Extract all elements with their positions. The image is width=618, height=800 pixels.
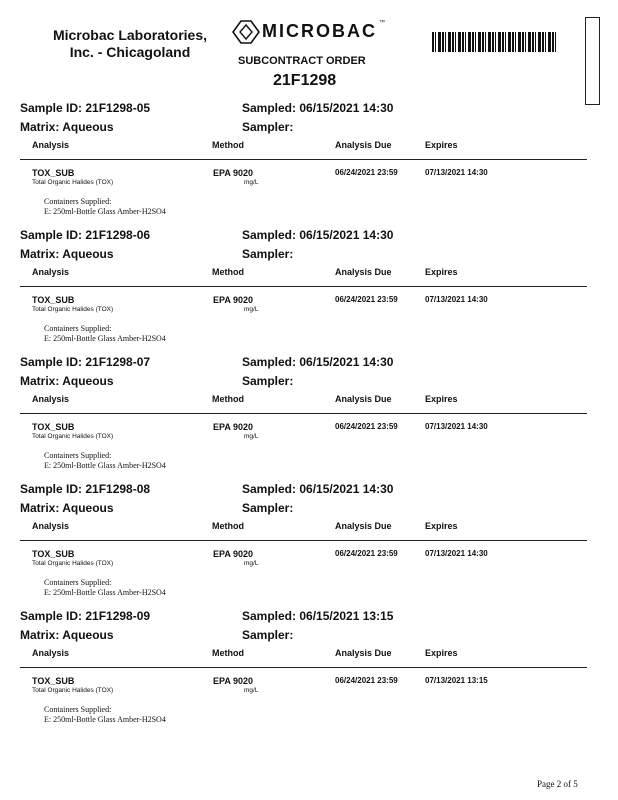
column-header-expires: Expires bbox=[425, 648, 458, 658]
logo-text: MICROBAC bbox=[262, 21, 377, 41]
test-code: TOX_SUB bbox=[32, 549, 75, 559]
column-header-analysis-due: Analysis Due bbox=[335, 521, 392, 531]
test-description: Total Organic Halides (TOX) bbox=[32, 433, 114, 440]
column-header-expires: Expires bbox=[425, 140, 458, 150]
expires-value: 07/13/2021 13:15 bbox=[425, 676, 488, 685]
test-description: Total Organic Halides (TOX) bbox=[32, 687, 114, 694]
analysis-due-value: 06/24/2021 23:59 bbox=[335, 549, 398, 558]
sampler: Sampler: bbox=[242, 247, 294, 261]
sampler: Sampler: bbox=[242, 501, 294, 515]
sample-id: Sample ID: 21F1298-09 bbox=[20, 609, 151, 623]
column-header-analysis-due: Analysis Due bbox=[335, 394, 392, 404]
sample-id: Sample ID: 21F1298-07 bbox=[20, 355, 151, 369]
microbac-logo bbox=[232, 20, 392, 46]
header-divider bbox=[20, 413, 587, 414]
column-header-analysis: Analysis bbox=[32, 648, 70, 658]
unit-value: mg/L bbox=[244, 560, 259, 567]
containers-label: Containers Supplied: bbox=[44, 451, 112, 460]
sampled-date: Sampled: 06/15/2021 14:30 bbox=[242, 101, 394, 115]
expires-value: 07/13/2021 14:30 bbox=[425, 549, 488, 558]
column-header-analysis: Analysis bbox=[32, 394, 70, 404]
column-header-expires: Expires bbox=[425, 267, 458, 277]
column-header-expires: Expires bbox=[425, 521, 458, 531]
header-divider bbox=[20, 159, 587, 160]
method-value: EPA 9020 bbox=[213, 295, 254, 305]
test-code: TOX_SUB bbox=[32, 422, 75, 432]
column-header-method: Method bbox=[212, 394, 244, 404]
company-name-line1: Microbac Laboratories, bbox=[52, 27, 208, 43]
company-name-line2: Inc. - Chicagoland bbox=[69, 44, 191, 60]
header-divider bbox=[20, 540, 587, 541]
column-header-analysis-due: Analysis Due bbox=[335, 140, 392, 150]
containers-value: E: 250ml-Bottle Glass Amber-H2SO4 bbox=[44, 588, 166, 597]
method-value: EPA 9020 bbox=[213, 549, 254, 559]
containers-value: E: 250ml-Bottle Glass Amber-H2SO4 bbox=[44, 334, 166, 343]
containers-value: E: 250ml-Bottle Glass Amber-H2SO4 bbox=[44, 715, 166, 724]
expires-value: 07/13/2021 14:30 bbox=[425, 168, 488, 177]
document-subtitle: SUBCONTRACT ORDER bbox=[238, 55, 366, 67]
sample-block bbox=[0, 101, 618, 227]
sampled-date: Sampled: 06/15/2021 14:30 bbox=[242, 355, 394, 369]
page-number: Page 2 of 5 bbox=[537, 779, 578, 789]
unit-value: mg/L bbox=[244, 306, 259, 313]
unit-value: mg/L bbox=[244, 687, 259, 694]
test-code: TOX_SUB bbox=[32, 676, 75, 686]
containers-label: Containers Supplied: bbox=[44, 705, 112, 714]
analysis-due-value: 06/24/2021 23:59 bbox=[335, 422, 398, 431]
header-divider bbox=[20, 286, 587, 287]
test-description: Total Organic Halides (TOX) bbox=[32, 179, 114, 186]
matrix: Matrix: Aqueous bbox=[20, 501, 114, 515]
matrix: Matrix: Aqueous bbox=[20, 120, 114, 134]
column-header-analysis: Analysis bbox=[32, 140, 70, 150]
sample-block bbox=[0, 609, 618, 735]
expires-value: 07/13/2021 14:30 bbox=[425, 422, 488, 431]
sample-id: Sample ID: 21F1298-08 bbox=[20, 482, 151, 496]
column-header-analysis-due: Analysis Due bbox=[335, 267, 392, 277]
test-description: Total Organic Halides (TOX) bbox=[32, 306, 114, 313]
matrix: Matrix: Aqueous bbox=[20, 247, 114, 261]
containers-value: E: 250ml-Bottle Glass Amber-H2SO4 bbox=[44, 207, 166, 216]
diamond-logo-icon bbox=[232, 20, 260, 44]
column-header-analysis: Analysis bbox=[32, 521, 70, 531]
column-header-analysis: Analysis bbox=[32, 267, 70, 277]
barcode bbox=[432, 32, 556, 52]
containers-label: Containers Supplied: bbox=[44, 324, 112, 333]
sampler: Sampler: bbox=[242, 120, 294, 134]
analysis-due-value: 06/24/2021 23:59 bbox=[335, 168, 398, 177]
column-header-method: Method bbox=[212, 648, 244, 658]
sampled-date: Sampled: 06/15/2021 14:30 bbox=[242, 228, 394, 242]
analysis-due-value: 06/24/2021 23:59 bbox=[335, 676, 398, 685]
column-header-expires: Expires bbox=[425, 394, 458, 404]
analysis-due-value: 06/24/2021 23:59 bbox=[335, 295, 398, 304]
method-value: EPA 9020 bbox=[213, 422, 254, 432]
test-code: TOX_SUB bbox=[32, 295, 75, 305]
order-number: 21F1298 bbox=[273, 72, 337, 89]
test-code: TOX_SUB bbox=[32, 168, 75, 178]
column-header-method: Method bbox=[212, 521, 244, 531]
matrix: Matrix: Aqueous bbox=[20, 628, 114, 642]
unit-value: mg/L bbox=[244, 433, 259, 440]
test-description: Total Organic Halides (TOX) bbox=[32, 560, 114, 567]
sample-id: Sample ID: 21F1298-06 bbox=[20, 228, 151, 242]
header-divider bbox=[20, 667, 587, 668]
matrix: Matrix: Aqueous bbox=[20, 374, 114, 388]
sample-block bbox=[0, 228, 618, 354]
containers-label: Containers Supplied: bbox=[44, 197, 112, 206]
sample-id: Sample ID: 21F1298-05 bbox=[20, 101, 151, 115]
company-name bbox=[44, 27, 216, 61]
logo-trademark: ™ bbox=[379, 20, 385, 26]
sample-block bbox=[0, 482, 618, 608]
sample-block bbox=[0, 355, 618, 481]
method-value: EPA 9020 bbox=[213, 168, 254, 178]
unit-value: mg/L bbox=[244, 179, 259, 186]
expires-value: 07/13/2021 14:30 bbox=[425, 295, 488, 304]
sampler: Sampler: bbox=[242, 374, 294, 388]
sampled-date: Sampled: 06/15/2021 14:30 bbox=[242, 482, 394, 496]
containers-value: E: 250ml-Bottle Glass Amber-H2SO4 bbox=[44, 461, 166, 470]
column-header-method: Method bbox=[212, 140, 244, 150]
containers-label: Containers Supplied: bbox=[44, 578, 112, 587]
page-frame-box bbox=[585, 17, 600, 105]
method-value: EPA 9020 bbox=[213, 676, 254, 686]
sampler: Sampler: bbox=[242, 628, 294, 642]
column-header-analysis-due: Analysis Due bbox=[335, 648, 392, 658]
sampled-date: Sampled: 06/15/2021 13:15 bbox=[242, 609, 394, 623]
column-header-method: Method bbox=[212, 267, 244, 277]
